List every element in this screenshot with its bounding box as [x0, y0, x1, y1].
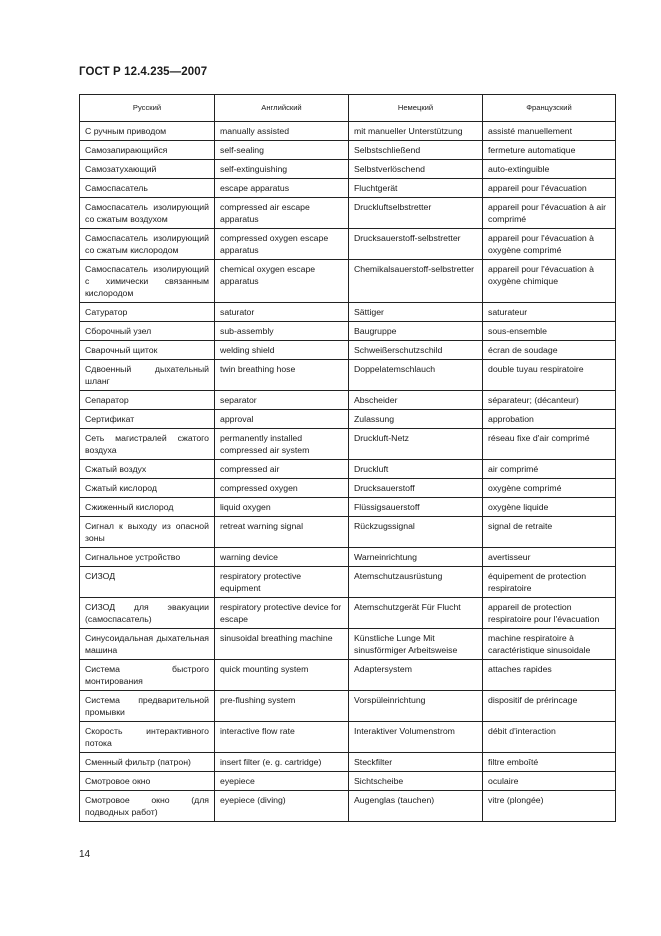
cell-french: vitre (plongée)	[483, 791, 616, 822]
table-row	[80, 160, 616, 179]
cell-russian: Самозапирающийся	[80, 141, 215, 160]
cell-russian: Сжиженный кислород	[80, 498, 215, 517]
cell-english: retreat warning signal	[215, 517, 349, 548]
table-row	[80, 341, 616, 360]
cell-russian: Сигнал к выходу из опасной зоны	[80, 517, 215, 548]
cell-french: équipement de protection respiratoire	[483, 567, 616, 598]
cell-french: dispositif de prérincage	[483, 691, 616, 722]
cell-russian: Сжатый воздух	[80, 460, 215, 479]
cell-french: fermeture automatique	[483, 141, 616, 160]
cell-german: Warneinrichtung	[349, 548, 483, 567]
cell-french: appareil pour l'évacuation à air comprimé	[483, 198, 616, 229]
cell-german: Interaktiver Volumenstrom	[349, 722, 483, 753]
cell-french: oxygène comprimé	[483, 479, 616, 498]
cell-german: Adaptersystem	[349, 660, 483, 691]
cell-english: respiratory protective equipment	[215, 567, 349, 598]
cell-french: écran de soudage	[483, 341, 616, 360]
cell-english: twin breathing hose	[215, 360, 349, 391]
cell-russian: Самозатухающий	[80, 160, 215, 179]
cell-russian: Самоспасатель изолирующий со сжатым кислородом	[80, 229, 215, 260]
cell-french: attaches rapides	[483, 660, 616, 691]
cell-german: Selbstverlöschend	[349, 160, 483, 179]
cell-french: appareil pour l'évacuation à oxygène comprimé	[483, 229, 616, 260]
cell-english: escape apparatus	[215, 179, 349, 198]
table-row	[80, 429, 616, 460]
cell-russian: Синусоидальная дыхательная машина	[80, 629, 215, 660]
cell-french: oculaire	[483, 772, 616, 791]
cell-french: signal de retraite	[483, 517, 616, 548]
cell-russian: Самоспасатель изолирующий со сжатым воздухом	[80, 198, 215, 229]
cell-german: Sichtscheibe	[349, 772, 483, 791]
cell-english: eyepiece (diving)	[215, 791, 349, 822]
cell-german: Chemikalsauerstoff-selbstretter	[349, 260, 483, 303]
cell-russian: Сатуратор	[80, 303, 215, 322]
column-header-french: Французский	[483, 95, 616, 122]
cell-english: compressed air escape apparatus	[215, 198, 349, 229]
cell-french: avertisseur	[483, 548, 616, 567]
table-header-row	[80, 95, 616, 122]
cell-german: Fluchtgerät	[349, 179, 483, 198]
column-header-german: Немецкий	[349, 95, 483, 122]
column-header-russian: Русский	[80, 95, 215, 122]
cell-german: Augenglas (tauchen)	[349, 791, 483, 822]
cell-english: permanently installed compressed air system	[215, 429, 349, 460]
document-title: ГОСТ Р 12.4.235—2007	[79, 66, 208, 78]
table-row	[80, 660, 616, 691]
cell-english: interactive flow rate	[215, 722, 349, 753]
cell-russian: Сборочный узел	[80, 322, 215, 341]
column-header-english: Английский	[215, 95, 349, 122]
cell-french: oxygène liquide	[483, 498, 616, 517]
cell-english: separator	[215, 391, 349, 410]
cell-german: Baugruppe	[349, 322, 483, 341]
cell-french: appareil pour l'évacuation à oxygène chimique	[483, 260, 616, 303]
cell-english: sinusoidal breathing machine	[215, 629, 349, 660]
table-row	[80, 753, 616, 772]
cell-french: double tuyau respiratoire	[483, 360, 616, 391]
table-row	[80, 360, 616, 391]
cell-russian: Система предварительной промывки	[80, 691, 215, 722]
cell-german: Druckluft	[349, 460, 483, 479]
table-row	[80, 303, 616, 322]
table-row	[80, 141, 616, 160]
cell-french: air comprimé	[483, 460, 616, 479]
table-row	[80, 391, 616, 410]
table-row	[80, 498, 616, 517]
table-row	[80, 179, 616, 198]
cell-english: quick mounting system	[215, 660, 349, 691]
cell-german: Schweißerschutzschild	[349, 341, 483, 360]
cell-russian: Сменный фильтр (патрон)	[80, 753, 215, 772]
cell-german: Selbstschließend	[349, 141, 483, 160]
cell-german: Künstliche Lunge Mit sinusförmiger Arbeitsweise	[349, 629, 483, 660]
cell-german: Vorspüleinrichtung	[349, 691, 483, 722]
cell-french: approbation	[483, 410, 616, 429]
cell-russian: Сдвоенный дыхательный шланг	[80, 360, 215, 391]
cell-french: séparateur; (décanteur)	[483, 391, 616, 410]
cell-german: Druckluftselbstretter	[349, 198, 483, 229]
cell-russian: Самоспасатель	[80, 179, 215, 198]
cell-russian: С ручным приводом	[80, 122, 215, 141]
table-row	[80, 122, 616, 141]
cell-french: machine respiratoire à caractéristique sinusoidale	[483, 629, 616, 660]
terms-table	[79, 94, 616, 822]
cell-french: appareil de protection respiratoire pour l'évacuation	[483, 598, 616, 629]
cell-english: pre-flushing system	[215, 691, 349, 722]
cell-german: Druckluft-Netz	[349, 429, 483, 460]
table-row	[80, 322, 616, 341]
cell-russian: СИЗОД	[80, 567, 215, 598]
table-row	[80, 772, 616, 791]
cell-german: Sättiger	[349, 303, 483, 322]
table-row	[80, 691, 616, 722]
cell-german: Doppelatemschlauch	[349, 360, 483, 391]
cell-german: Drucksauerstoff-selbstretter	[349, 229, 483, 260]
cell-french: saturateur	[483, 303, 616, 322]
cell-german: Drucksauerstoff	[349, 479, 483, 498]
cell-russian: Скорость интерактивного потока	[80, 722, 215, 753]
cell-german: Zulassung	[349, 410, 483, 429]
table-row	[80, 567, 616, 598]
cell-russian: Самоспасатель изолирующий с химически связанным кислородом	[80, 260, 215, 303]
table-row	[80, 229, 616, 260]
cell-french: assisté manuellement	[483, 122, 616, 141]
cell-french: réseau fixe d'air comprimé	[483, 429, 616, 460]
cell-russian: Сеть магистралей сжатого воздуха	[80, 429, 215, 460]
cell-english: chemical oxygen escape apparatus	[215, 260, 349, 303]
table-row	[80, 722, 616, 753]
cell-french: filtre emboîté	[483, 753, 616, 772]
cell-german: Atemschutzgerät Für Flucht	[349, 598, 483, 629]
cell-french: sous-ensemble	[483, 322, 616, 341]
cell-german: Rückzugssignal	[349, 517, 483, 548]
cell-english: compressed oxygen escape apparatus	[215, 229, 349, 260]
cell-english: insert filter (e. g. cartridge)	[215, 753, 349, 772]
table-row	[80, 198, 616, 229]
cell-french: auto-extinguible	[483, 160, 616, 179]
cell-russian: Смотровое окно	[80, 772, 215, 791]
table-row	[80, 479, 616, 498]
table-row	[80, 517, 616, 548]
cell-russian: Сигнальное устройство	[80, 548, 215, 567]
cell-french: débit d'interaction	[483, 722, 616, 753]
table-row	[80, 629, 616, 660]
cell-english: respiratory protective device for escape	[215, 598, 349, 629]
cell-english: approval	[215, 410, 349, 429]
cell-english: compressed oxygen	[215, 479, 349, 498]
cell-english: warning device	[215, 548, 349, 567]
cell-english: saturator	[215, 303, 349, 322]
cell-english: manually assisted	[215, 122, 349, 141]
cell-english: compressed air	[215, 460, 349, 479]
cell-english: self-sealing	[215, 141, 349, 160]
cell-english: self-extinguishing	[215, 160, 349, 179]
table-row	[80, 410, 616, 429]
cell-german: Flüssigsauerstoff	[349, 498, 483, 517]
cell-russian: СИЗОД для эвакуации (самоспасатель)	[80, 598, 215, 629]
cell-english: sub-assembly	[215, 322, 349, 341]
cell-english: liquid oxygen	[215, 498, 349, 517]
table-row	[80, 548, 616, 567]
cell-german: Steckfilter	[349, 753, 483, 772]
cell-german: Abscheider	[349, 391, 483, 410]
cell-russian: Сжатый кислород	[80, 479, 215, 498]
cell-russian: Смотровое окно (для подводных работ)	[80, 791, 215, 822]
table-row	[80, 598, 616, 629]
cell-french: appareil pour l'évacuation	[483, 179, 616, 198]
page-number: 14	[79, 849, 91, 860]
cell-english: eyepiece	[215, 772, 349, 791]
cell-english: welding shield	[215, 341, 349, 360]
cell-russian: Система быстрого монтирования	[80, 660, 215, 691]
cell-russian: Сертификат	[80, 410, 215, 429]
cell-german: mit manueller Unterstützung	[349, 122, 483, 141]
cell-russian: Сварочный щиток	[80, 341, 215, 360]
table-row	[80, 260, 616, 303]
table-row	[80, 460, 616, 479]
cell-russian: Сепаратор	[80, 391, 215, 410]
cell-german: Atemschutzausrüstung	[349, 567, 483, 598]
table-row	[80, 791, 616, 822]
